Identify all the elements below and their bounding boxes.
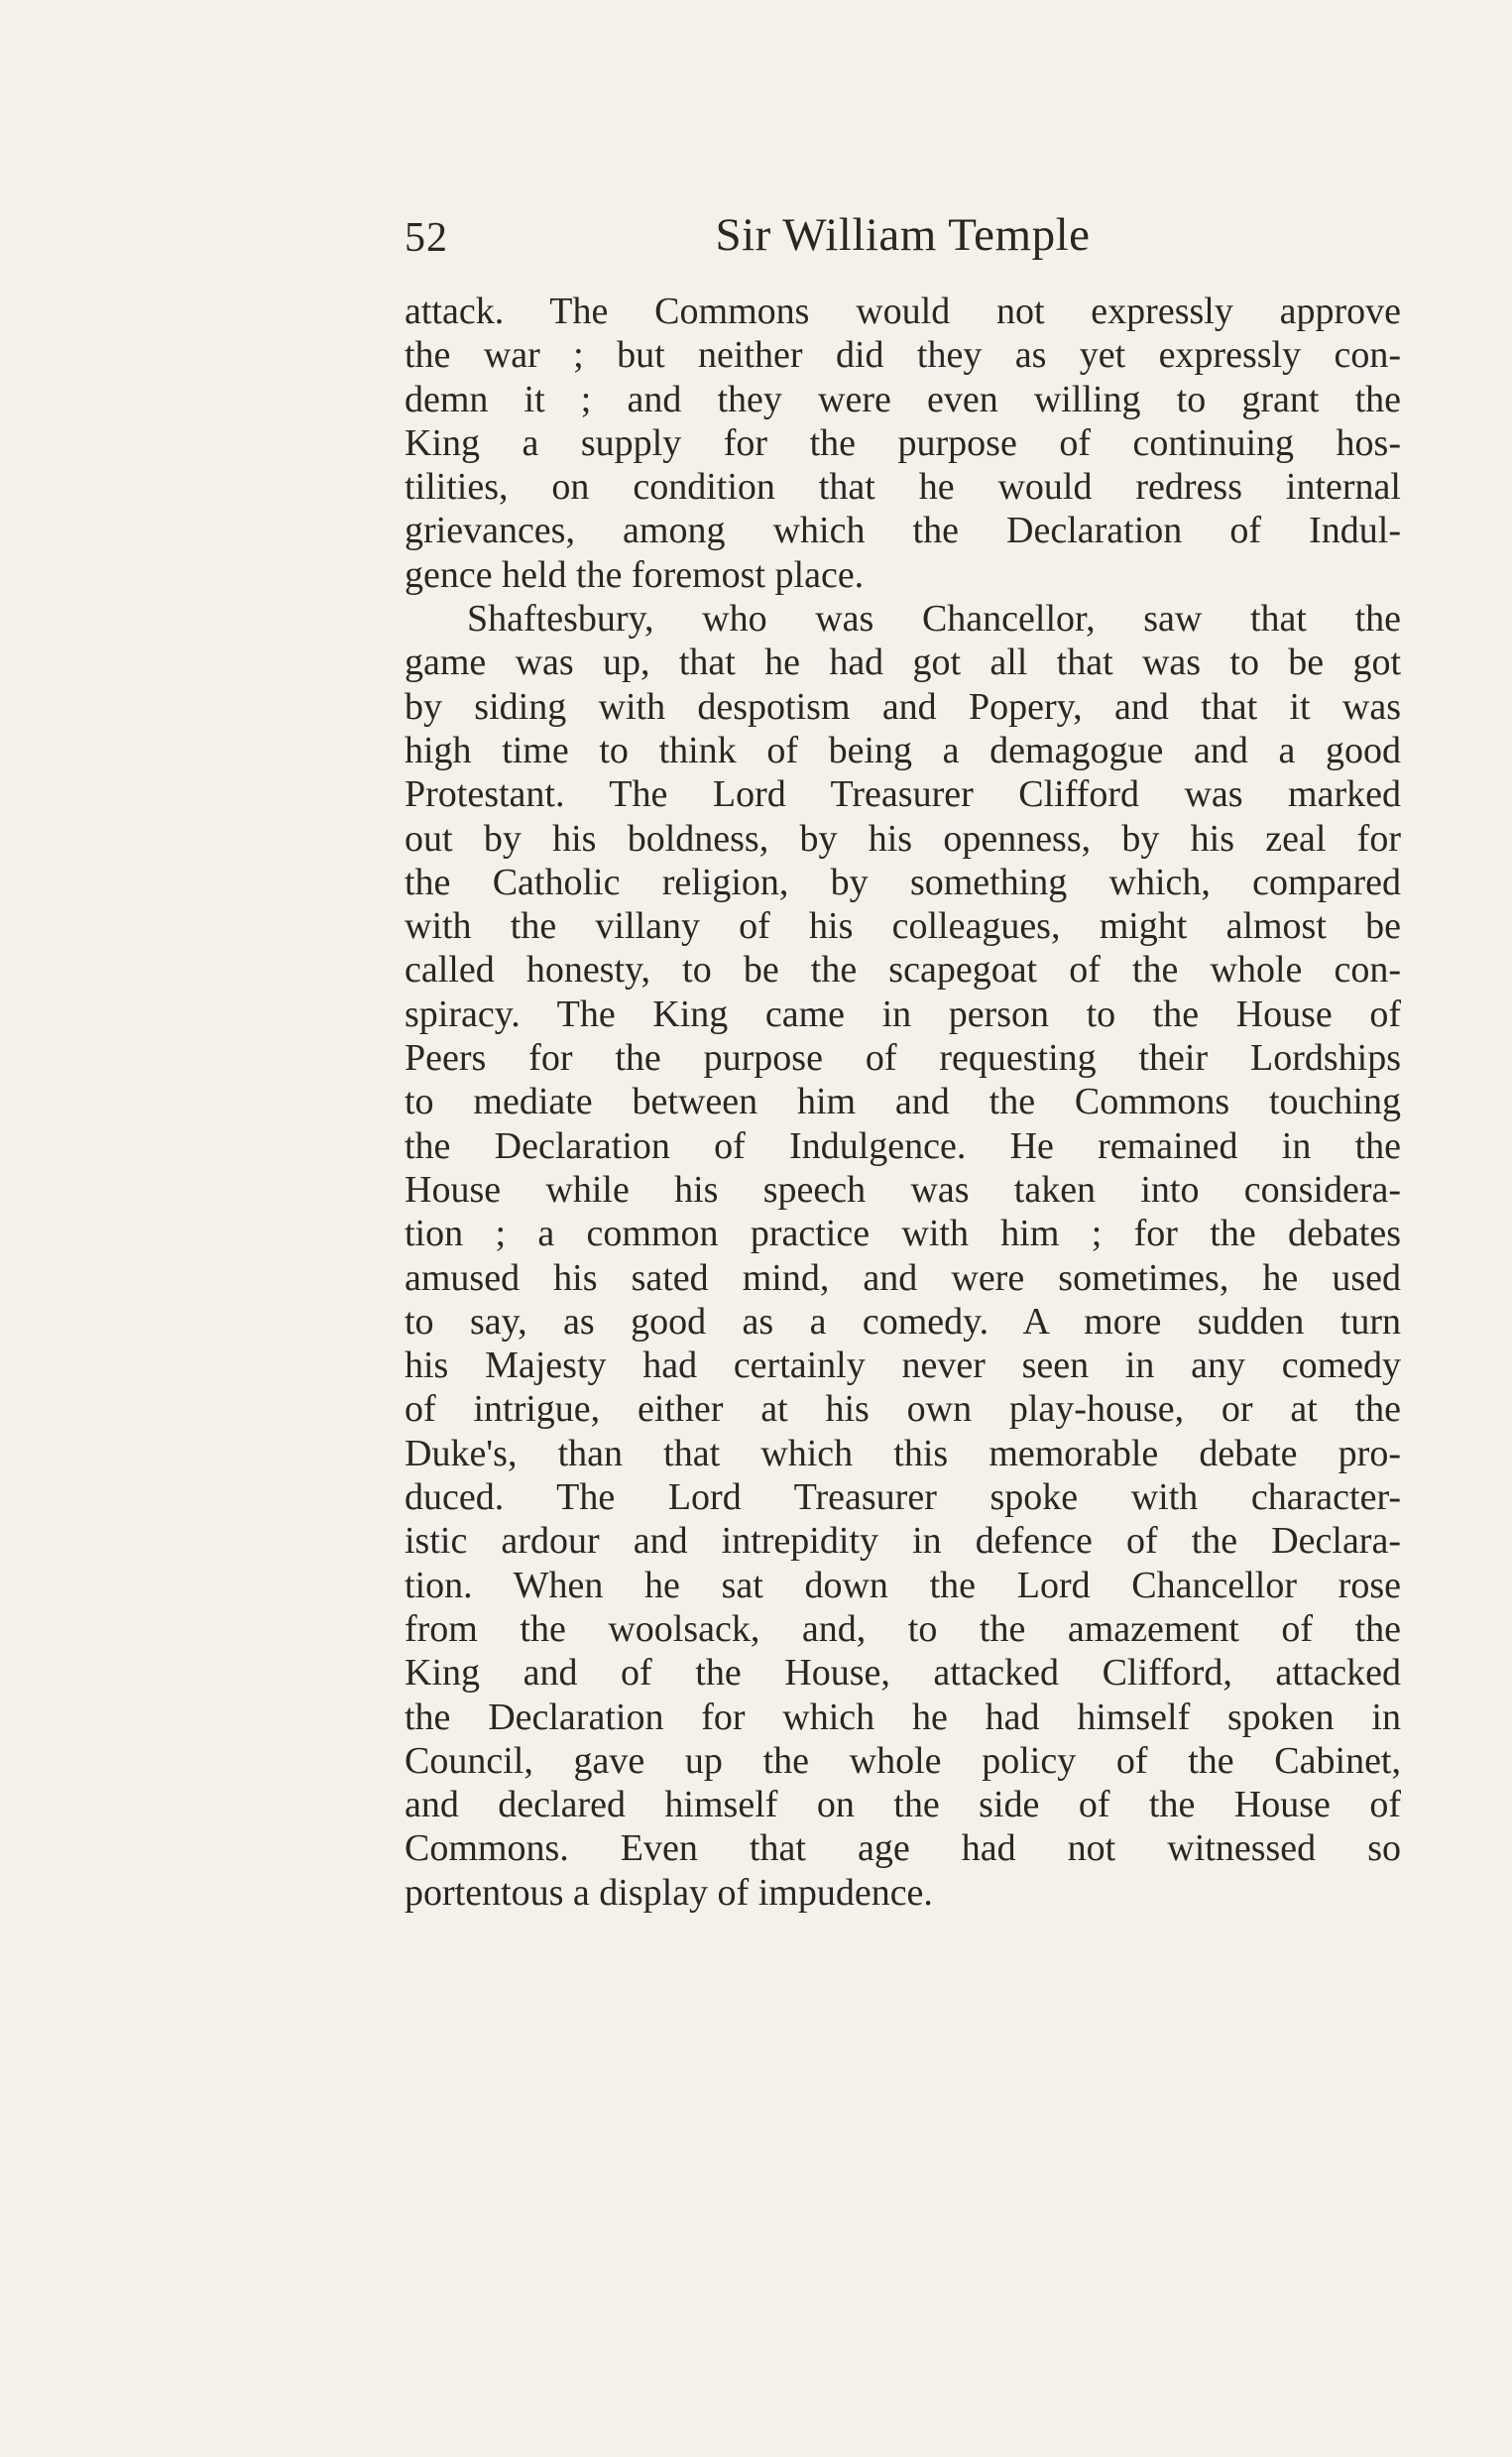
text-line: high time to think of being a demagogue and a good [405,729,1401,771]
text-line: and declared himself on the side of the House of [405,1784,1401,1826]
text-line: the Declaration for which he had himself spoken in [405,1696,1401,1738]
text-line: istic ardour and intrepidity in defence of the Declara- [405,1520,1401,1563]
text-line: amused his sated mind, and were sometimes, he used [405,1256,1401,1299]
text-line: Protestant. The Lord Treasurer Clifford was marked [405,773,1401,816]
text-line: demn it ; and they were even willing to grant the [405,378,1401,420]
text-line: gence held the foremost place. [405,553,865,596]
text-line: tion ; a common practice with him ; for the debates [405,1213,1401,1255]
text-line: of intrigue, either at his own play-house, or at the [405,1388,1401,1431]
page-number: 52 [405,215,448,261]
text-line: Council, gave up the whole policy of the Cabinet, [405,1739,1401,1782]
text-line: Peers for the purpose of requesting their Lordships [405,1037,1401,1080]
text-line: spiracy. The King came in person to the House of [405,993,1401,1035]
page-title: Sir William Temple [715,209,1091,261]
text-line: by siding with despotism and Popery, and that it was [405,685,1401,728]
text-line: grievances, among which the Declaration of Indul- [405,510,1401,552]
text-line: Commons. Even that age had not witnessed so [405,1827,1401,1870]
text-line: to mediate between him and the Commons touching [405,1081,1401,1123]
text-line: duced. The Lord Treasurer spoke with character- [405,1476,1401,1519]
text-line: tilities, on condition that he would redress internal [405,466,1401,509]
text-line: out by his boldness, by his openness, by his zeal for [405,817,1401,860]
text-line: his Majesty had certainly never seen in any comedy [405,1345,1401,1387]
running-head [405,204,1401,264]
text-line: attack. The Commons would not expressly approve [405,291,1401,332]
text-line: to say, as good as a comedy. A more sudden turn [405,1300,1401,1343]
text-line: portentous a display of impudence. [405,1871,933,1914]
text-line: from the woolsack, and, to the amazement of the [405,1607,1401,1650]
text-line: game was up, that he had got all that was to be got [405,642,1401,684]
text-line: the war ; but neither did they as yet expressly con- [405,334,1401,377]
body-text [405,290,1401,1915]
text-line: Duke's, than that which this memorable debate pro- [405,1432,1401,1474]
text-line: called honesty, to be the scapegoat of the whole con- [405,949,1401,992]
text-line: King and of the House, attacked Clifford, attacked [405,1652,1401,1695]
text-line: House while his speech was taken into considera- [405,1168,1401,1211]
text-line: King a supply for the purpose of continuing hos- [405,421,1401,464]
text-line: Shaftesbury, who was Chancellor, saw that the [467,598,1401,641]
text-line: with the villany of his colleagues, might almost be [405,905,1401,948]
text-line: the Declaration of Indulgence. He remained in the [405,1124,1401,1167]
text-line: tion. When he sat down the Lord Chancellor rose [405,1564,1401,1606]
text-line: the Catholic religion, by something which, compared [405,861,1401,903]
